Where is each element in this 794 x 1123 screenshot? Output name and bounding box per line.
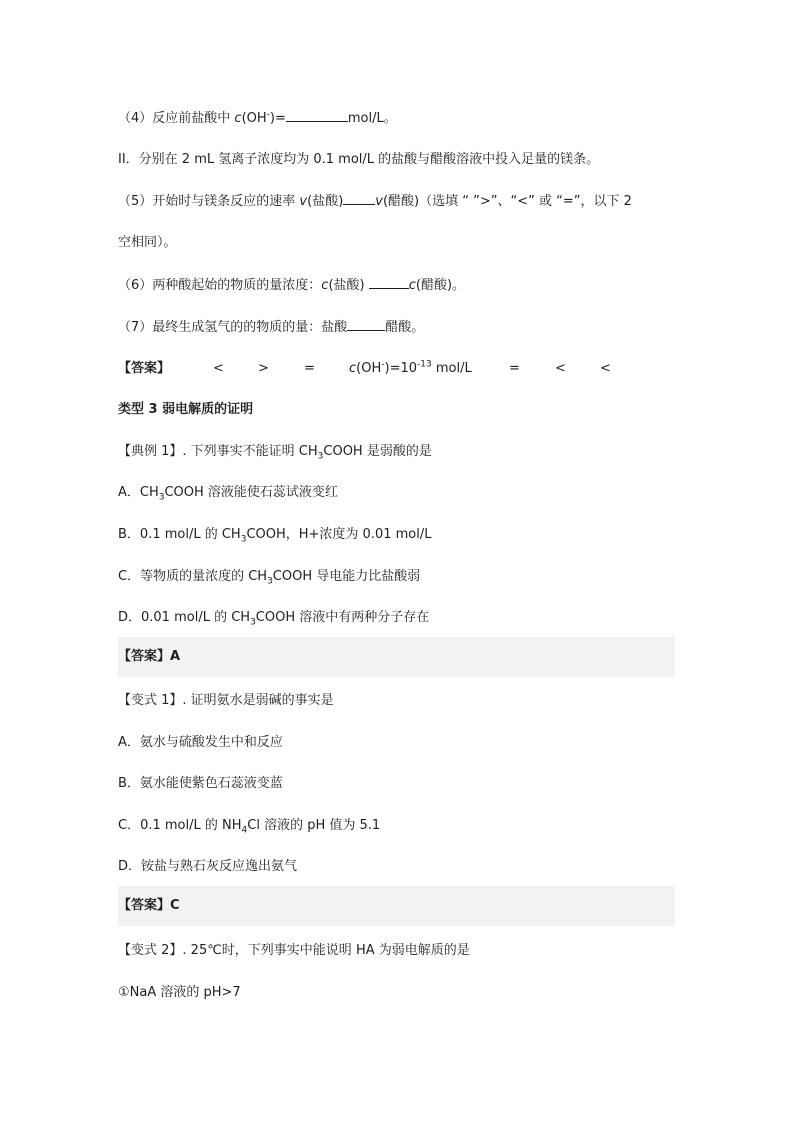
answer-item: = xyxy=(509,361,520,376)
q4-prefix: （4）反应前盐酸中 xyxy=(118,111,231,126)
ex1-option-d xyxy=(118,609,678,627)
answer-sup2: -13 xyxy=(417,359,432,370)
q4-close: )= xyxy=(269,111,286,126)
ex1-question-a: 【典例 1】. 下列事实不能证明 CH xyxy=(118,444,318,459)
ex1-a-sub: 3 xyxy=(158,492,165,503)
var1-option-c xyxy=(118,817,678,835)
question-5 xyxy=(118,192,678,211)
q5-v1: v xyxy=(299,194,308,209)
answer-label: 【答案】 xyxy=(118,361,171,376)
var1-d: D．铵盐与熟石灰反应逸出氨气 xyxy=(118,859,298,874)
q6-blank[interactable] xyxy=(369,276,409,289)
var1-option-d xyxy=(118,858,678,876)
q5-text-a: （5）开始时与镁条反应的速率 xyxy=(118,194,296,209)
ex1-d-sub: 3 xyxy=(250,617,256,628)
q5-blank[interactable] xyxy=(343,192,375,205)
ex1-answer: 【答案】A xyxy=(118,649,181,664)
answer-item: = xyxy=(304,361,315,376)
var1-option-a xyxy=(118,734,678,752)
q5-v2: v xyxy=(375,194,383,209)
q6-text-b: (盐酸) xyxy=(328,278,365,293)
ex1-question-b: COOH 是弱酸的是 xyxy=(323,444,432,459)
answer-c: c xyxy=(349,361,357,376)
q4-var: c xyxy=(234,111,242,126)
q7-text-a: （7）最终生成氢气的的物质的量：盐酸 xyxy=(118,320,348,335)
variant-2-question xyxy=(118,942,678,960)
q5-text-c: (醋酸)（选填 “ ”>”、“<” 或 “=”，以下 2 xyxy=(382,194,632,209)
ex1-option-b xyxy=(118,526,678,544)
question-7 xyxy=(118,318,678,337)
question-5-continued xyxy=(118,234,678,252)
ex1-b-rest: COOH，H+浓度为 0.01 mol/L xyxy=(246,527,432,542)
ex1-d-pre: D．0.01 mol/L 的 CH xyxy=(118,610,251,625)
answer-row-1 xyxy=(118,360,678,378)
part-2-text: II．分别在 2 mL 氢离子浓度均为 0.1 mol/L 的盐酸与醋酸溶液中投入足量的镁条。 xyxy=(118,152,600,167)
ex1-a-rest: COOH 溶液能使石蕊试液变红 xyxy=(164,485,338,500)
answer-item: > xyxy=(258,361,269,376)
ex1-d-rest: COOH 溶液中有两种分子存在 xyxy=(255,610,430,625)
q6-c2: c xyxy=(408,278,416,293)
ex1-option-a xyxy=(118,484,678,502)
ex1-b-sub: 3 xyxy=(240,534,247,545)
q7-text-b: 醋酸。 xyxy=(385,320,425,335)
q7-blank[interactable] xyxy=(347,318,385,331)
answer-sup1: - xyxy=(381,359,385,370)
ex1-c-pre: C．等物质的量浓度的 CH xyxy=(118,569,268,584)
var1-option-b xyxy=(118,775,678,793)
var1-answer-box xyxy=(118,886,675,926)
variant-1-question xyxy=(118,692,678,710)
answer-expr1: (OH xyxy=(356,361,382,376)
ex1-answer-box xyxy=(118,637,675,677)
answer-expr2: )=10 xyxy=(384,361,418,376)
var2-item-1 xyxy=(118,984,678,1002)
var1-answer: 【答案】C xyxy=(118,898,180,913)
q4-expr: (OH xyxy=(241,111,267,126)
var1-c-sub: 4 xyxy=(241,825,248,836)
var1-c-rest: Cl 溶液的 pH 值为 5.1 xyxy=(247,818,381,833)
var1-a: A．氨水与硫酸发生中和反应 xyxy=(118,735,283,750)
q5-text-b: (盐酸) xyxy=(307,194,344,209)
ex1-option-c xyxy=(118,568,678,586)
var1-c-pre: C．0.1 mol/L 的 NH xyxy=(118,818,242,833)
answer-item: < xyxy=(600,361,611,376)
example-1-question xyxy=(118,443,678,461)
q6-c1: c xyxy=(321,278,329,293)
q4-unit: mol/L。 xyxy=(347,111,397,126)
part-2-intro xyxy=(118,151,678,169)
q6-text-d: (醋酸)。 xyxy=(415,278,466,293)
ex1-question-sub: 3 xyxy=(317,451,324,462)
q4-sup: - xyxy=(266,109,270,120)
answer-expression xyxy=(349,360,472,378)
ex1-a-pre: A．CH xyxy=(118,485,159,500)
ex1-c-rest: COOH 导电能力比盐酸弱 xyxy=(272,569,421,584)
q4-blank[interactable] xyxy=(286,109,348,122)
var1-question: 【变式 1】. 证明氨水是弱碱的事实是 xyxy=(118,693,334,708)
question-4 xyxy=(118,109,678,128)
q6-text-a: （6）两种酸起始的物质的量浓度： xyxy=(118,278,322,293)
question-6 xyxy=(118,276,678,295)
answer-item: < xyxy=(213,361,224,376)
section-title: 类型 3 弱电解质的证明 xyxy=(118,402,254,417)
q5-cont: 空相同）。 xyxy=(118,235,177,250)
var1-b: B．氨水能使紫色石蕊液变蓝 xyxy=(118,776,283,791)
ex1-b-pre: B．0.1 mol/L 的 CH xyxy=(118,527,241,542)
var2-item-1-text: ①NaA 溶液的 pH>7 xyxy=(118,985,241,1000)
section-heading xyxy=(118,401,678,419)
var2-question: 【变式 2】. 25℃时，下列事实中能说明 HA 为弱电解质的是 xyxy=(118,943,470,958)
answer-item: < xyxy=(555,361,566,376)
ex1-c-sub: 3 xyxy=(267,576,273,587)
answer-expr3: mol/L xyxy=(431,361,472,376)
